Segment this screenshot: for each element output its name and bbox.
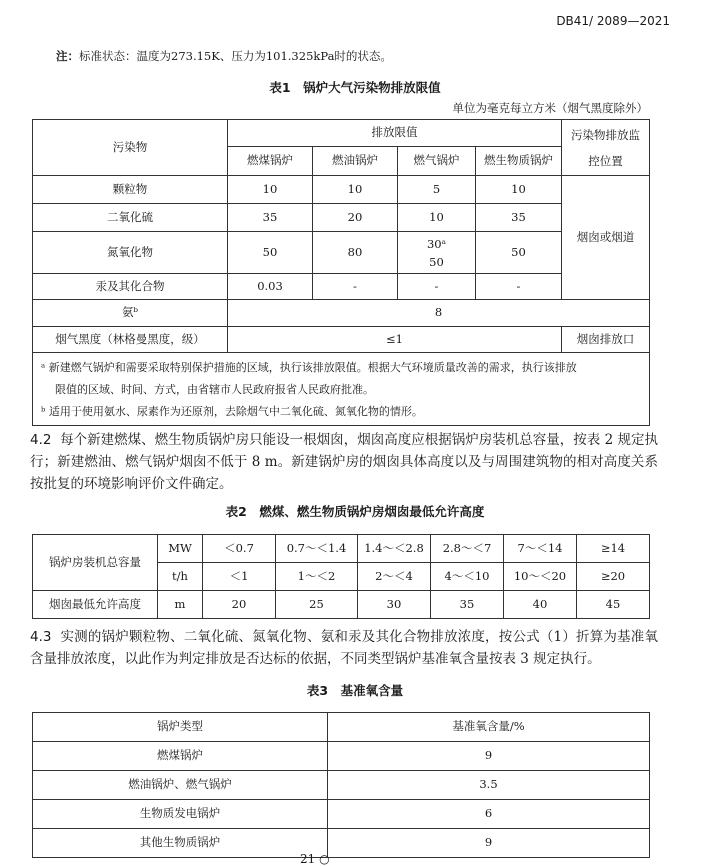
o2-value: 3.5 [328, 771, 650, 800]
unit-mw: MW [158, 535, 203, 563]
row-name: 颗粒物 [33, 176, 228, 204]
cell: 10 [398, 204, 476, 232]
note-label: 注： [56, 49, 79, 63]
cell: 10 [228, 176, 313, 204]
unit-th: t/h [158, 563, 203, 591]
boiler-type: 燃油锅炉、燃气锅炉 [33, 771, 328, 800]
cell: 5 [398, 176, 476, 204]
note-text: 标准状态：温度为273.15K、压力为101.325kPa时的状态。 [79, 49, 392, 63]
footnote-a: ᵃ 新建燃气锅炉和需要采取特别保护措施的区域，执行该排放限值。根据大气环境质量改善的需求，执行该排放 [41, 361, 577, 374]
cell: ≥20 [577, 563, 650, 591]
cell: 2.8～＜7 [431, 535, 504, 563]
cell: 35 [476, 204, 562, 232]
o2-value: 9 [328, 742, 650, 771]
height-label: 烟囱最低允许高度 [33, 591, 158, 619]
cell: 20 [313, 204, 398, 232]
monitor-main: 烟囱或烟道 [562, 176, 650, 300]
table3-title: 表3 基准氧含量 [306, 683, 404, 698]
footnote-b: ᵇ 适用于使用氨水、尿素作为还原剂，去除烟气中二氧化硫、氮氧化物的情形。 [41, 405, 423, 418]
cell: - [313, 274, 398, 300]
table1-title: 表1 锅炉大气污染物排放限值 [269, 80, 441, 95]
cell: 25 [276, 591, 358, 619]
header-pollutant: 污染物 [33, 120, 228, 176]
cell: ≥14 [577, 535, 650, 563]
cell: - [398, 274, 476, 300]
cell: 10～＜20 [504, 563, 577, 591]
cell: 4～＜10 [431, 563, 504, 591]
cell: 1.4～＜2.8 [358, 535, 431, 563]
row-name: 烟气黑度（林格曼黑度，级） [33, 327, 228, 353]
table2 [32, 534, 650, 619]
capacity-label: 锅炉房装机总容量 [33, 535, 158, 591]
clause-4-3 [30, 626, 658, 670]
cell: 20 [203, 591, 276, 619]
cell-gas-nox: 30ᵃ 50 [398, 232, 476, 274]
row-name: 氮氧化物 [33, 232, 228, 274]
header-monitor: 污染物排放监 控位置 [562, 120, 650, 176]
clause-number: 4.3 [30, 629, 52, 645]
table2-title: 表2 燃煤、燃生物质锅炉房烟囱最低允许高度 [225, 504, 485, 519]
cell: 10 [476, 176, 562, 204]
height-unit: m [158, 591, 203, 619]
table1-unit: 单位为毫克每立方米（烟气黑度除外） [452, 101, 648, 115]
cell: 35 [228, 204, 313, 232]
cell: ＜1 [203, 563, 276, 591]
boiler-type: 燃煤锅炉 [33, 742, 328, 771]
o2-value: 6 [328, 800, 650, 829]
table1 [32, 119, 650, 426]
o2-value: 9 [328, 829, 650, 858]
cell: 30 [358, 591, 431, 619]
header-gas: 燃气锅炉 [398, 147, 476, 176]
cell: 1～＜2 [276, 563, 358, 591]
cell: - [476, 274, 562, 300]
cell: 45 [577, 591, 650, 619]
cell-blackness: ≤1 [228, 327, 562, 353]
cell: 7～＜14 [504, 535, 577, 563]
cell: 40 [504, 591, 577, 619]
cell: ＜0.7 [203, 535, 276, 563]
header-boiler-type: 锅炉类型 [33, 713, 328, 742]
cell: 0.03 [228, 274, 313, 300]
cell: 10 [313, 176, 398, 204]
cell: 2～＜4 [358, 563, 431, 591]
header-o2: 基准氧含量/% [328, 713, 650, 742]
page-number: 21 ○ [300, 852, 330, 866]
row-name: 氨ᵇ [33, 300, 228, 327]
clause-number: 4.2 [30, 432, 52, 448]
clause-4-2 [30, 429, 658, 495]
cell-ammonia: 8 [228, 300, 650, 327]
clause-text: 每个新建燃煤、燃生物质锅炉房只能设一根烟囱，烟囱高度应根据锅炉房装机总容量，按表 2 规定执行；新建燃油、燃气锅炉烟囱不低于 8 m。新建锅炉房的烟囱具体高度以及与周围建筑物的相对高度关系按批复的环境影响评价文件确定。 [30, 432, 658, 492]
boiler-type: 其他生物质锅炉 [33, 829, 328, 858]
cell: 80 [313, 232, 398, 274]
table3 [32, 712, 650, 858]
cell: 50 [476, 232, 562, 274]
table1-footnotes [33, 353, 650, 426]
cell: 0.7～＜1.4 [276, 535, 358, 563]
row-name: 汞及其化合物 [33, 274, 228, 300]
standard-state-note [56, 48, 392, 64]
monitor-outlet: 烟囱排放口 [562, 327, 650, 353]
footnote-a-cont: 限值的区域、时间、方式，由省辖市人民政府报省人民政府批准。 [55, 383, 374, 396]
header-oil: 燃油锅炉 [313, 147, 398, 176]
cell: 50 [228, 232, 313, 274]
header-biomass: 燃生物质锅炉 [476, 147, 562, 176]
document-id: DB41/ 2089—2021 [556, 14, 670, 28]
clause-text: 实测的锅炉颗粒物、二氧化硫、氮氧化物、氨和汞及其化合物排放浓度，按公式（1）折算为基准氧含量排放浓度，以此作为判定排放是否达标的依据，不同类型锅炉基准氧含量按表 3 规定执行。 [30, 629, 658, 667]
boiler-type: 生物质发电锅炉 [33, 800, 328, 829]
header-limit: 排放限值 [228, 120, 562, 147]
row-name: 二氧化硫 [33, 204, 228, 232]
cell: 35 [431, 591, 504, 619]
header-coal: 燃煤锅炉 [228, 147, 313, 176]
